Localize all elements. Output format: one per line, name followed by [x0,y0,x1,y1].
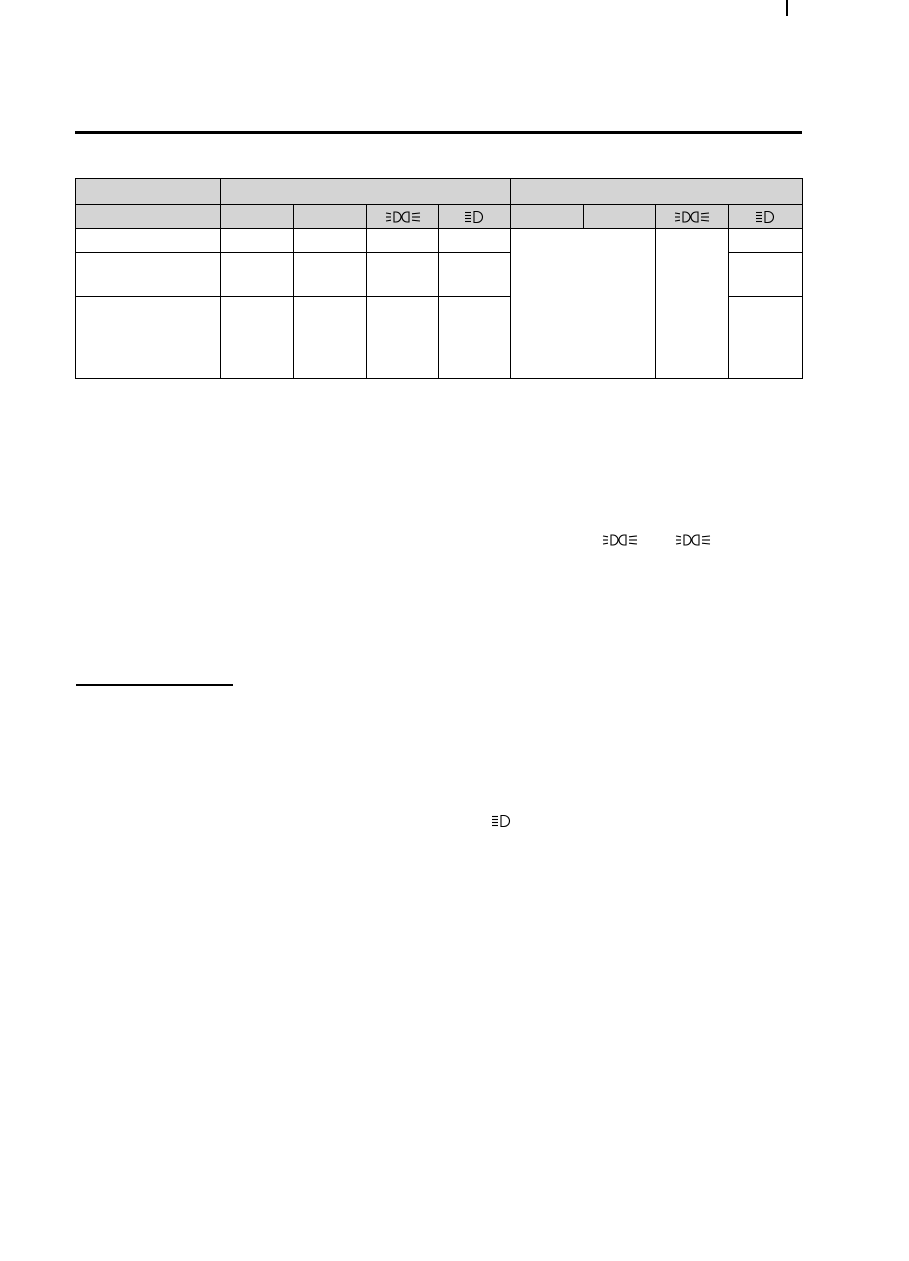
subheader-cell [729,205,803,229]
subheader-cell [76,205,221,229]
table-cell [221,297,294,379]
position-lamp-icon [675,533,711,547]
table-cell [221,229,294,253]
header-group-cell [221,179,511,205]
table-subheader-row [76,205,803,229]
table-cell [439,297,511,379]
table-cell [367,229,439,253]
table-cell [221,253,294,297]
high-beam-icon [755,210,777,224]
position-lamp-icon [674,210,710,224]
table-cell [76,297,221,379]
subheader-cell [656,205,729,229]
section-heading-underline [76,684,233,686]
table-merged-cell [511,229,656,379]
subheader-cell [584,205,656,229]
subheader-cell [367,205,439,229]
high-beam-icon [464,210,486,224]
table-cell [729,253,803,297]
position-lamp-icon [385,210,421,224]
table-header-row [76,179,803,205]
table-cell [294,297,367,379]
subheader-cell [439,205,511,229]
table-cell [294,229,367,253]
subheader-cell [294,205,367,229]
table-cell [729,229,803,253]
table-row [76,229,803,253]
page-edge-mark [786,0,788,16]
table-cell [729,297,803,379]
header-group-cell [511,179,803,205]
table-cell [76,253,221,297]
position-lamp-icon [602,533,638,547]
table-cell [76,229,221,253]
lighting-table [75,178,803,379]
header-cell [76,179,221,205]
section-rule [75,131,802,134]
subheader-cell [511,205,584,229]
high-beam-icon [491,814,513,828]
table-merged-cell [656,229,729,379]
table-cell [294,253,367,297]
subheader-cell [221,205,294,229]
table-cell [367,253,439,297]
table-cell [367,297,439,379]
table-cell [439,253,511,297]
table-cell [439,229,511,253]
